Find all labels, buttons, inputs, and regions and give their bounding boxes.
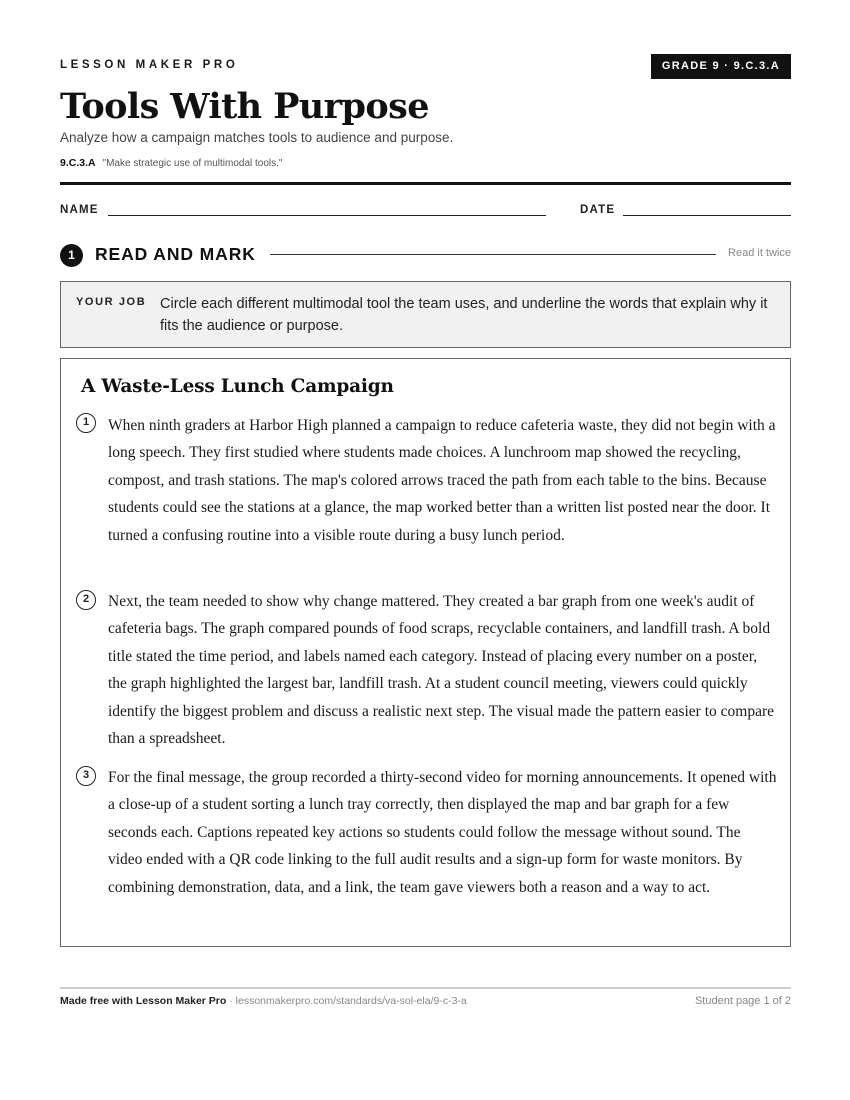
section-number-badge: 1: [60, 244, 83, 267]
section-title: READ AND MARK: [95, 244, 256, 264]
section-rule: [270, 254, 716, 255]
name-date-row: [60, 204, 791, 220]
instructions-text: Circle each different multimodal tool the team uses, and underline the words that explain why it fits the audience or purpose.: [160, 296, 768, 334]
paragraph: For the final message, the group recorded a thirty-second video for morning announcements. It opened with a close-up of a student sorting a lunch tray correctly, then displayed the map and bar graph for a few seconds each. Captions repeated key actions so students could follow the message without sound. The video ended with a QR code linking to the full audit results and a sign-up form for waste monitors. By combining demonstration, data, and a link, the team gave viewers both a reason and a way to act.: [108, 769, 777, 896]
footer-url[interactable]: lessonmakerpro.com/standards/va-sol-ela/9-c-3-a: [235, 995, 467, 1007]
standard-quote: "Make strategic use of multimodal tools.": [102, 158, 283, 169]
page-indicator: Student page 1 of 2: [694, 995, 791, 1007]
paragraph-number: 3: [76, 766, 96, 786]
paragraph-number: 1: [76, 413, 96, 433]
paragraph-number: 2: [76, 590, 96, 610]
grade-badge: GRADE 9 · 9.C.3.A: [651, 54, 791, 79]
instructions-label: YOUR JOB: [76, 296, 147, 308]
paragraph: When ninth graders at Harbor High planned a campaign to reduce cafeteria waste, they did not begin with a long speech. They first studied where students made choices. A lunchroom map showed the recycling, compost, and trash stations. The map's colored arrows traced the path from each table to the bins. Because students could see the stations at a glance, the map worked better than a written list posted near the door. It turned a confusing routine into a visible route during a busy lunch period.: [108, 417, 776, 544]
header-divider: [60, 182, 791, 185]
name-label: NAME: [60, 204, 99, 216]
date-field[interactable]: [623, 215, 791, 216]
brand-name: LESSON MAKER PRO: [60, 59, 239, 71]
standard-code: 9.C.3.A: [60, 157, 96, 169]
header-bar: [60, 54, 791, 80]
section-note: Read it twice: [728, 247, 791, 259]
reading-passage: [60, 358, 791, 947]
footer-credit: [60, 995, 467, 1007]
footer-separator: ·: [226, 995, 236, 1007]
date-label: DATE: [580, 204, 616, 216]
instructions-box: [60, 281, 791, 348]
page-subtitle: Analyze how a campaign matches tools to audience and purpose.: [60, 130, 454, 145]
standard-line: [60, 157, 282, 169]
section-heading: [60, 243, 791, 267]
name-field[interactable]: [108, 215, 546, 216]
page-title: Tools With Purpose: [60, 86, 429, 127]
paragraph: Next, the team needed to show why change mattered. They created a bar graph from one week's audit of cafeteria bags. The graph compared pounds of food scraps, recyclable containers, and landfill trash. A bold title stated the time period, and labels named each category. Instead of placing every number on a poster, the graph highlighted the largest bar, landfill trash. At a student council meeting, viewers could quickly identify the biggest problem and discuss a realistic next step. The visual made the pattern easier to compare than a spreadsheet.: [108, 593, 775, 748]
footer-made-with: Made free with Lesson Maker Pro: [60, 995, 227, 1007]
footer-divider: [60, 987, 791, 989]
passage-title: A Waste-Less Lunch Campaign: [81, 376, 394, 397]
